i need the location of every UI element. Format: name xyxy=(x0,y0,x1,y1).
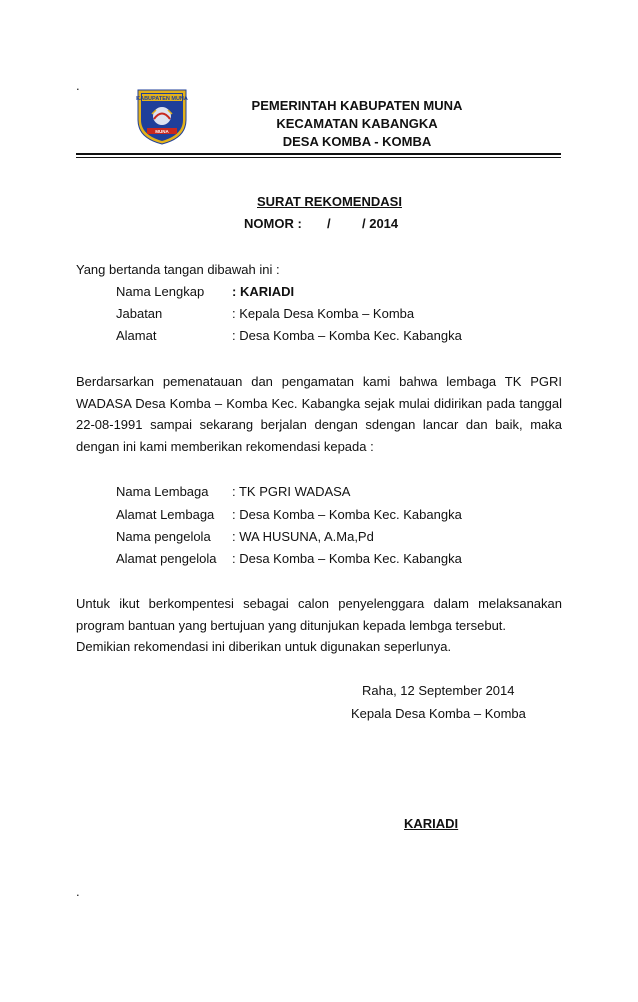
kabupaten-muna-emblem xyxy=(132,86,192,146)
field-value-nama-lembaga: : TK PGRI WADASA xyxy=(232,484,351,499)
field-label-alamat-lembaga: Alamat Lembaga xyxy=(116,507,215,522)
header-line-1: PEMERINTAH KABUPATEN MUNA xyxy=(251,98,463,113)
place-date: Raha, 12 September 2014 xyxy=(362,683,515,698)
header-rule-thin xyxy=(76,157,561,158)
field-value-nama-lengkap: : KARIADI xyxy=(232,284,295,299)
field-label-nama-lembaga: Nama Lembaga xyxy=(116,484,209,499)
intro-text: Yang bertanda tangan dibawah ini : xyxy=(76,262,280,277)
body-line: WADASA Desa Komba – Komba Kec. Kabangka sejak mulai didirikan pada tanggal xyxy=(76,395,562,411)
field-label-alamat-pengelola: Alamat pengelola xyxy=(116,551,217,566)
bottom-dot-mark: . xyxy=(76,884,80,899)
closing-statement: Demikian rekomendasi ini diberikan untuk digunakan seperlunya. xyxy=(76,639,452,654)
closing-line: program bantuan yang bertujuan yang ditunjukan kepada lembga tersebut. xyxy=(76,617,507,633)
field-value-jabatan: : Kepala Desa Komba – Komba xyxy=(232,306,415,321)
body-line: Berdarsarkan pemenatauan dan pengamatan kami bahwa lembaga TK PGRI xyxy=(76,374,562,389)
nomor-year: / 2014 xyxy=(362,216,399,231)
signer-position: Kepala Desa Komba – Komba xyxy=(351,706,526,721)
emblem-ribbon: MUNA xyxy=(155,129,169,134)
nomor-label: NOMOR : xyxy=(244,216,302,231)
emblem-label: KABUPATEN MUNA xyxy=(136,96,188,102)
field-label-jabatan: Jabatan xyxy=(116,306,163,321)
body-line: dengan ini kami memberikan rekomendasi kepada : xyxy=(76,438,374,454)
body-paragraph xyxy=(76,371,562,457)
header-rule-thick xyxy=(76,153,561,155)
header-line-2: KECAMATAN KABANGKA xyxy=(276,116,438,131)
field-label-nama-pengelola: Nama pengelola xyxy=(116,529,211,544)
field-label-nama-lengkap: Nama Lengkap xyxy=(116,284,205,299)
field-value-alamat: : Desa Komba – Komba Kec. Kabangka xyxy=(232,328,462,343)
document-title: SURAT REKOMENDASI xyxy=(257,194,402,209)
closing-paragraph xyxy=(76,593,562,636)
field-value-nama-pengelola: : WA HUSUNA, A.Ma,Pd xyxy=(232,529,374,544)
nomor-separator: / xyxy=(327,216,331,231)
field-label-alamat: Alamat xyxy=(116,328,157,343)
closing-line: Untuk ikut berkompentesi sebagai calon penyelenggara dalam melaksanakan xyxy=(76,596,562,611)
field-value-alamat-pengelola: : Desa Komba – Komba Kec. Kabangka xyxy=(232,551,462,566)
top-dot-mark: . xyxy=(76,78,80,93)
signer-name: KARIADI xyxy=(404,816,459,831)
field-value-alamat-lembaga: : Desa Komba – Komba Kec. Kabangka xyxy=(232,507,462,522)
header-line-3: DESA KOMBA - KOMBA xyxy=(282,134,432,149)
body-line: 22-08-1991 sampai sekarang berjalan dengan sdengan lancar dan baik, maka xyxy=(76,417,562,432)
